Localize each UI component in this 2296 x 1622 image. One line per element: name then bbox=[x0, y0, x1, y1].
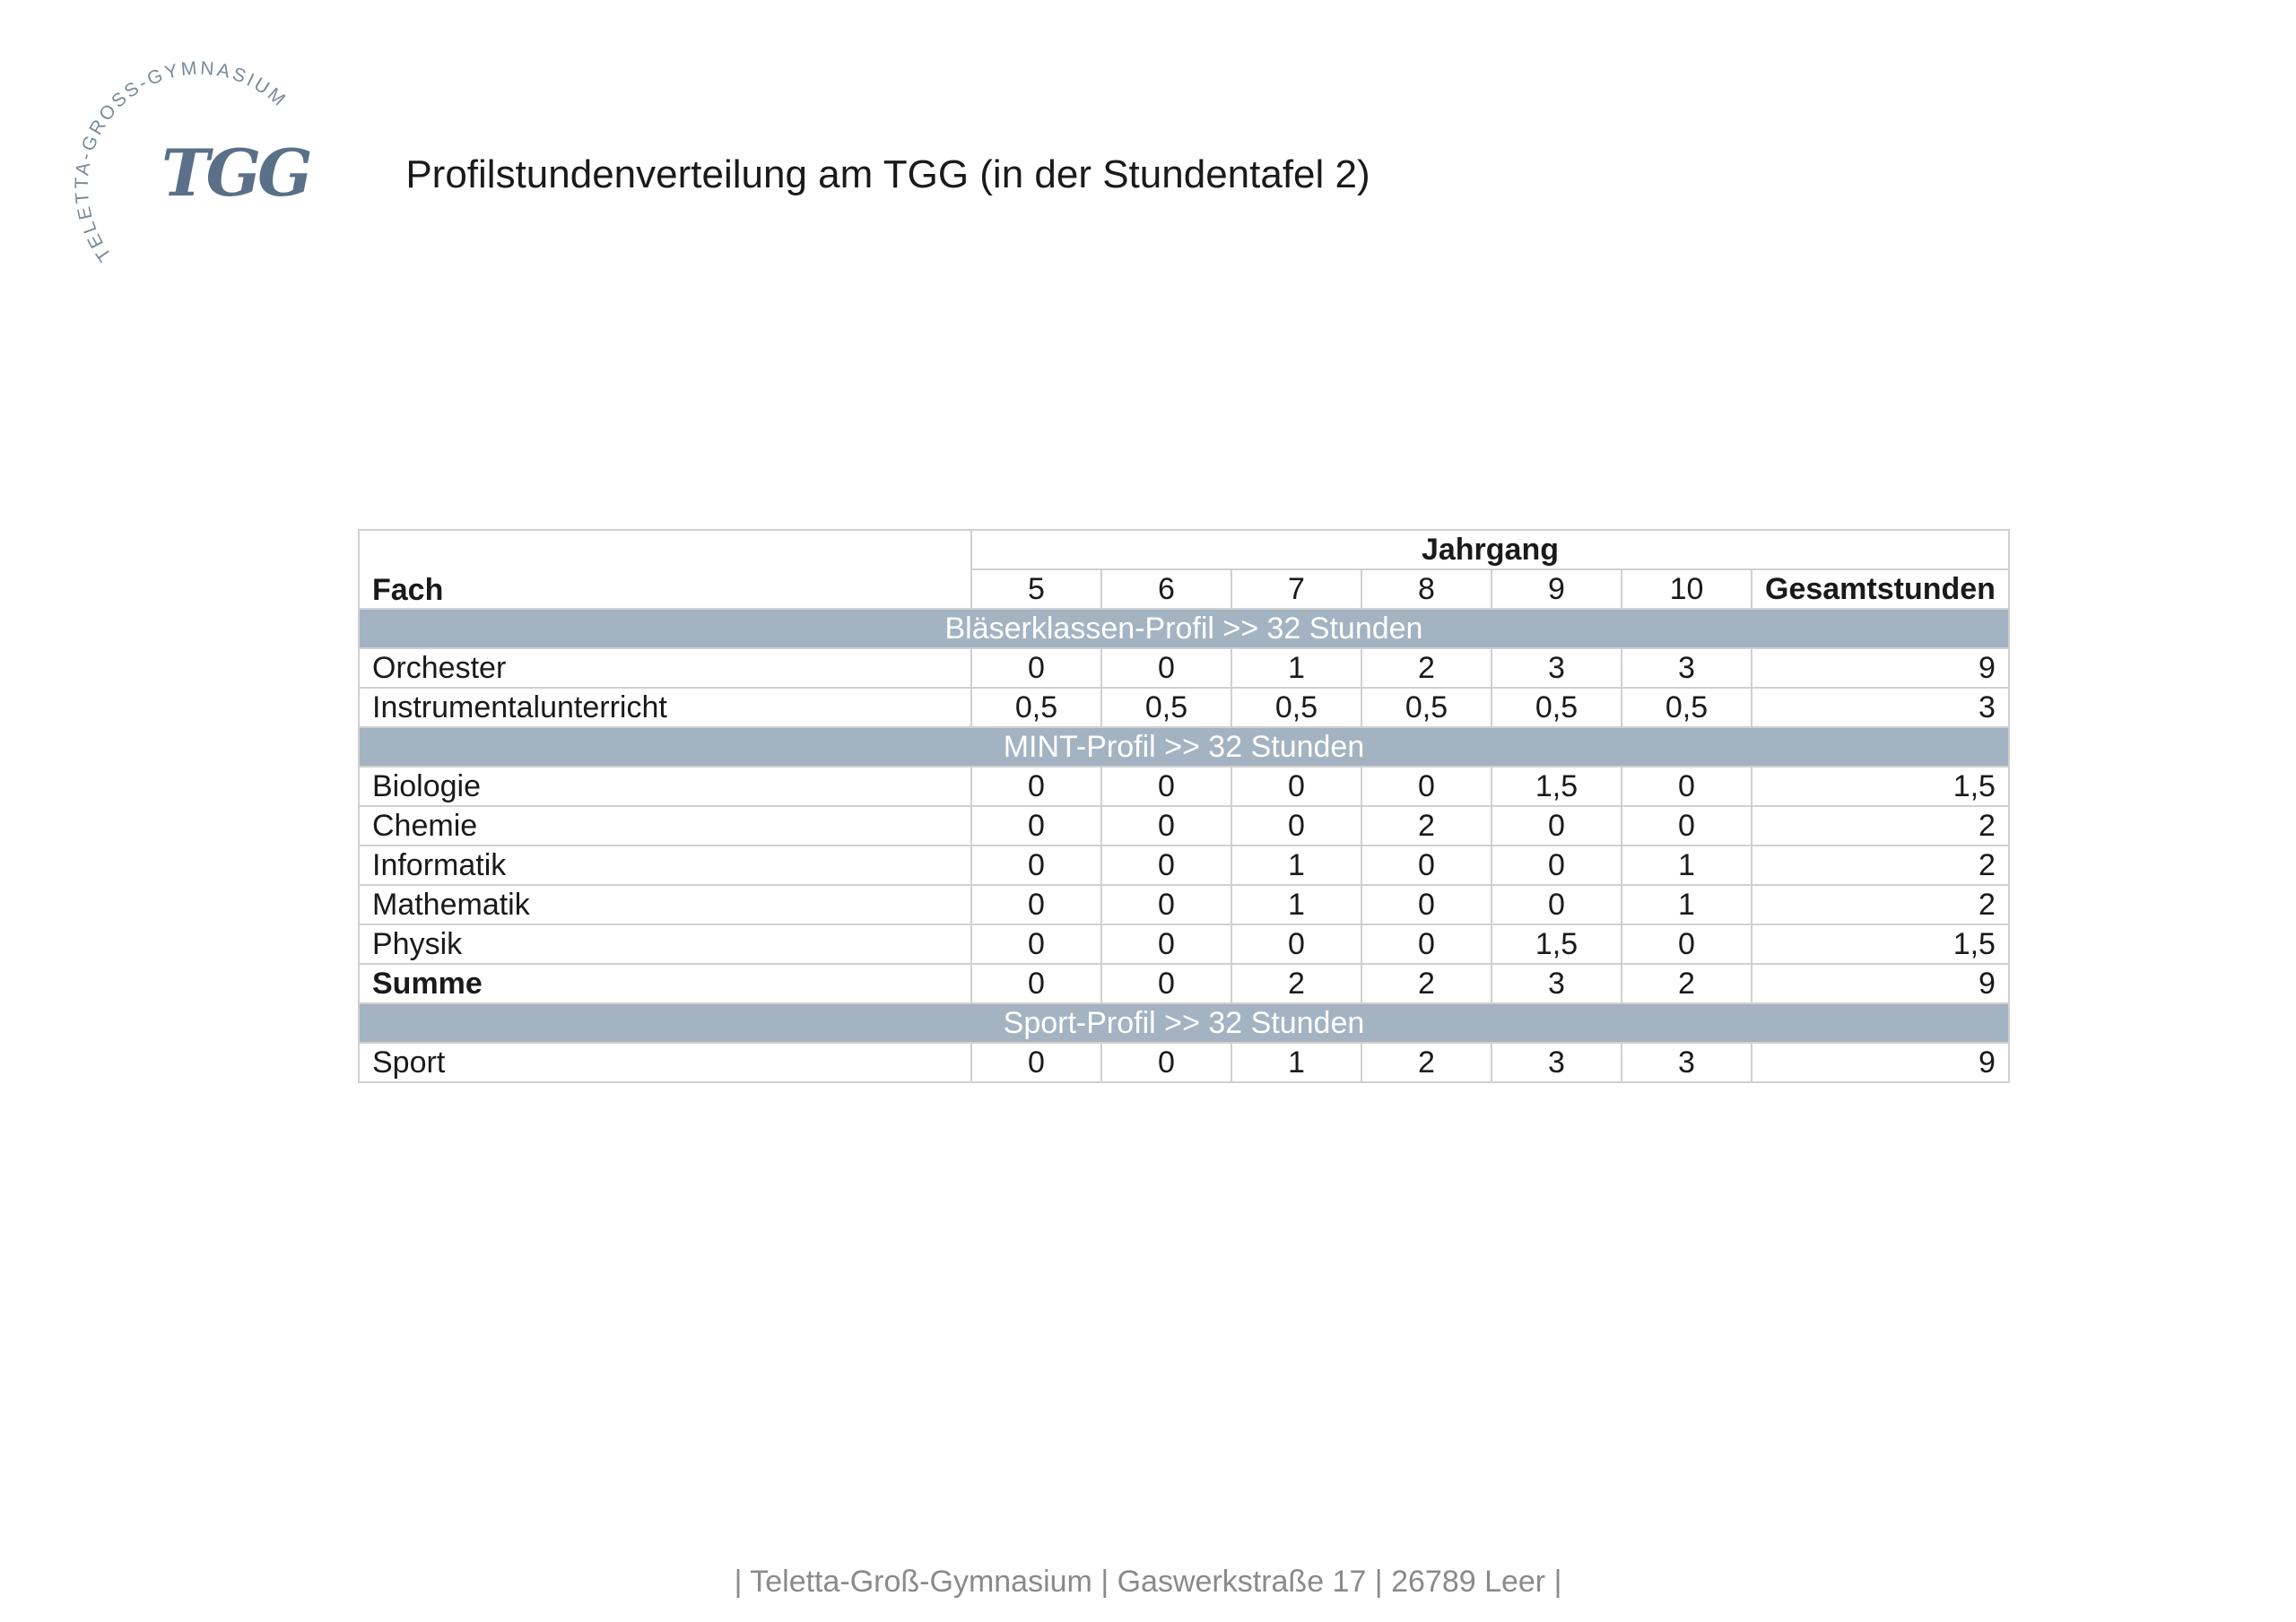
hours-cell: 3 bbox=[1492, 964, 1622, 1003]
hours-cell: 2 bbox=[1361, 964, 1492, 1003]
table-row bbox=[359, 648, 2009, 688]
hours-cell: 0 bbox=[1101, 964, 1231, 1003]
subject-cell: Biologie bbox=[359, 767, 971, 806]
total-cell: 1,5 bbox=[1752, 767, 2009, 806]
year-header: 5 bbox=[971, 569, 1101, 609]
hours-cell: 0 bbox=[1492, 846, 1622, 885]
hours-cell: 0 bbox=[1101, 806, 1231, 846]
hours-cell: 0 bbox=[971, 885, 1101, 924]
profile-hours-table bbox=[358, 529, 2010, 1083]
hours-cell: 0 bbox=[1231, 806, 1361, 846]
section-heading: MINT-Profil >> 32 Stunden bbox=[359, 727, 2009, 767]
table-row bbox=[359, 846, 2009, 885]
section-heading: Sport-Profil >> 32 Stunden bbox=[359, 1003, 2009, 1043]
hours-cell: 0 bbox=[1101, 885, 1231, 924]
hours-cell: 3 bbox=[1492, 1043, 1622, 1082]
hours-cell: 0 bbox=[1492, 885, 1622, 924]
section-row bbox=[359, 609, 2009, 648]
table-row bbox=[359, 1043, 2009, 1082]
hours-cell: 0 bbox=[971, 806, 1101, 846]
hours-cell: 2 bbox=[1361, 806, 1492, 846]
year-header: 6 bbox=[1101, 569, 1231, 609]
hours-cell: 0 bbox=[1492, 806, 1622, 846]
year-header: 8 bbox=[1361, 569, 1492, 609]
fach-header: Fach bbox=[359, 530, 971, 609]
hours-cell: 3 bbox=[1492, 648, 1622, 688]
hours-cell: 2 bbox=[1361, 1043, 1492, 1082]
hours-cell: 1 bbox=[1231, 885, 1361, 924]
year-header: 9 bbox=[1492, 569, 1622, 609]
section-heading: Bläserklassen-Profil >> 32 Stunden bbox=[359, 609, 2009, 648]
subject-cell: Informatik bbox=[359, 846, 971, 885]
hours-cell: 1 bbox=[1231, 1043, 1361, 1082]
hours-cell: 0 bbox=[1101, 648, 1231, 688]
sum-row bbox=[359, 964, 2009, 1003]
subject-cell: Orchester bbox=[359, 648, 971, 688]
hours-cell: 1 bbox=[1622, 846, 1752, 885]
hours-cell: 0 bbox=[1101, 924, 1231, 964]
hours-cell: 2 bbox=[1622, 964, 1752, 1003]
hours-cell: 0 bbox=[971, 767, 1101, 806]
hours-cell: 0 bbox=[971, 1043, 1101, 1082]
page-title: Profilstundenverteilung am TGG (in der Stundentafel 2) bbox=[405, 152, 1370, 196]
hours-cell: 0 bbox=[1622, 806, 1752, 846]
total-cell: 2 bbox=[1752, 846, 2009, 885]
table-row bbox=[359, 767, 2009, 806]
subject-cell: Physik bbox=[359, 924, 971, 964]
hours-cell: 0 bbox=[971, 924, 1101, 964]
subject-cell: Instrumentalunterricht bbox=[359, 688, 971, 727]
hours-cell: 2 bbox=[1231, 964, 1361, 1003]
subject-cell: Summe bbox=[359, 964, 971, 1003]
total-cell: 3 bbox=[1752, 688, 2009, 727]
subject-cell: Chemie bbox=[359, 806, 971, 846]
hours-cell: 0 bbox=[1622, 767, 1752, 806]
total-header: Gesamtstunden bbox=[1752, 569, 2009, 609]
hours-cell: 1 bbox=[1231, 846, 1361, 885]
total-cell: 9 bbox=[1752, 964, 2009, 1003]
header-row-jahrgang bbox=[359, 530, 2009, 569]
subject-cell: Mathematik bbox=[359, 885, 971, 924]
hours-cell: 3 bbox=[1622, 648, 1752, 688]
hours-cell: 0 bbox=[1231, 767, 1361, 806]
hours-cell: 0 bbox=[1101, 767, 1231, 806]
hours-cell: 1 bbox=[1622, 885, 1752, 924]
hours-cell: 0 bbox=[1361, 885, 1492, 924]
hours-cell: 0,5 bbox=[1622, 688, 1752, 727]
hours-cell: 0 bbox=[971, 846, 1101, 885]
hours-cell: 0 bbox=[1361, 767, 1492, 806]
table-row bbox=[359, 885, 2009, 924]
hours-cell: 1,5 bbox=[1492, 924, 1622, 964]
hours-cell: 0,5 bbox=[1492, 688, 1622, 727]
table-row bbox=[359, 924, 2009, 964]
total-cell: 2 bbox=[1752, 885, 2009, 924]
section-row bbox=[359, 727, 2009, 767]
hours-cell: 0,5 bbox=[1101, 688, 1231, 727]
hours-cell: 1,5 bbox=[1492, 767, 1622, 806]
hours-cell: 2 bbox=[1361, 648, 1492, 688]
subject-cell: Sport bbox=[359, 1043, 971, 1082]
hours-cell: 0 bbox=[1622, 924, 1752, 964]
hours-cell: 1 bbox=[1231, 648, 1361, 688]
total-cell: 9 bbox=[1752, 1043, 2009, 1082]
hours-cell: 0 bbox=[971, 648, 1101, 688]
total-cell: 9 bbox=[1752, 648, 2009, 688]
section-row bbox=[359, 1003, 2009, 1043]
hours-cell: 0,5 bbox=[971, 688, 1101, 727]
hours-cell: 0 bbox=[1361, 846, 1492, 885]
table-row bbox=[359, 688, 2009, 727]
hours-cell: 0 bbox=[1101, 1043, 1231, 1082]
logo-ring-text: TELETTA-GROSS-GYMNASIUM bbox=[71, 57, 291, 265]
jahrgang-header: Jahrgang bbox=[971, 530, 2009, 569]
hours-cell: 0 bbox=[1101, 846, 1231, 885]
table-row bbox=[359, 806, 2009, 846]
hours-cell: 3 bbox=[1622, 1043, 1752, 1082]
hours-cell: 0 bbox=[971, 964, 1101, 1003]
year-header: 7 bbox=[1231, 569, 1361, 609]
total-cell: 2 bbox=[1752, 806, 2009, 846]
total-cell: 1,5 bbox=[1752, 924, 2009, 964]
hours-cell: 0 bbox=[1361, 924, 1492, 964]
hours-cell: 0,5 bbox=[1231, 688, 1361, 727]
hours-cell: 0,5 bbox=[1361, 688, 1492, 727]
hours-cell: 0 bbox=[1231, 924, 1361, 964]
year-header: 10 bbox=[1622, 569, 1752, 609]
page-footer: | Teletta-Groß-Gymnasium | Gaswerkstraße 17 | 26789 Leer | bbox=[734, 1565, 1562, 1599]
logo-monogram: TGG bbox=[161, 134, 309, 211]
